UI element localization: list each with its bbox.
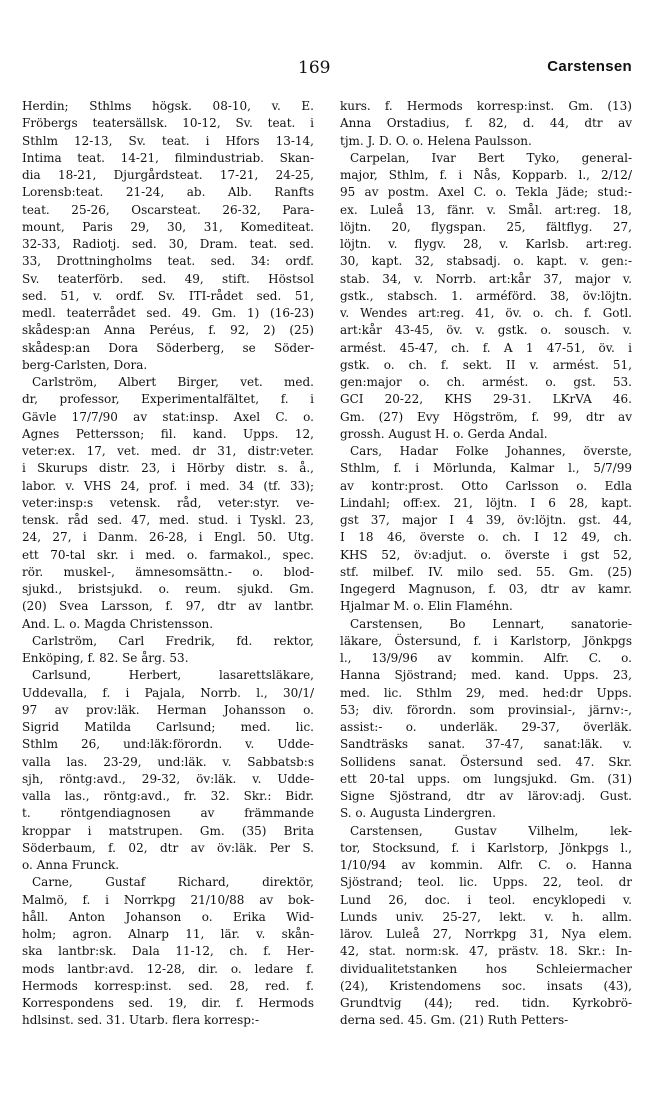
text-line: rör. muskel-, ämnesomsättn.- o. blod-	[22, 564, 314, 579]
text-line: holm; agron. Alnarp 11, lär. v. skån-	[22, 927, 314, 941]
text-line: gen:major o. ch. armést. o. gst. 53.	[340, 375, 632, 389]
text-line: 32-33, Radiotj. sed. 30, Dram. teat. sed.	[22, 237, 314, 251]
text-line: t. röntgendiagnosen av främmande	[22, 806, 314, 821]
entry-heading-line: Carstensen, Gustav Vilhelm, lek-	[350, 823, 632, 838]
text-line: Sjöstrand; teol. lic. Upps. 22, teol. dr	[340, 875, 632, 890]
text-line: mods lantbr:avd. 12-28, dir. o. ledare f.	[22, 961, 314, 976]
text-line: dr, professor, Experimentalfältet, f. i	[22, 392, 314, 407]
entry-heading-line: Cars, Hadar Folke Johannes, överste,	[350, 444, 632, 458]
text-line: major, Sthlm, f. i Nås, Kopparb. l., 2/12/	[340, 168, 632, 182]
text-line: Hanna Sjöstrand; med. kand. Upps. 23,	[340, 668, 632, 683]
text-line: Sthlm 12-13, Sv. teat. i Hfors 13-14,	[22, 133, 314, 148]
right-column	[340, 98, 632, 1030]
text-line: v. Wendes art:reg. 41, öv. o. ch. f. Gotl.	[340, 306, 632, 320]
text-line: veter:insp:s vetensk. råd, veter:styr. ve-	[22, 495, 314, 510]
page-header	[0, 58, 672, 82]
text-line: And. L. o. Magda Christensson.	[22, 616, 214, 631]
text-line: medl. teaterrådet sed. 49. Gm. 1) (16-23)	[22, 306, 314, 320]
text-line: derna sed. 45. Gm. (21) Ruth Petters-	[340, 1013, 569, 1028]
text-line: kroppar i matstrupen. Gm. (35) Brita	[22, 823, 314, 838]
text-line: teat. 25-26, Oscarsteat. 26-32, Para-	[22, 202, 314, 217]
text-line: Söderbaum, f. 02, dtr av öv:läk. Per S.	[22, 840, 314, 855]
entry-heading-line: Carne, Gustaf Richard, direktör,	[32, 875, 314, 890]
text-line: Gm. (27) Evy Högström, f. 99, dtr av	[340, 409, 632, 424]
text-line: med. lic. Sthlm 29, med. hed:dr Upps.	[340, 685, 632, 700]
text-line: ett 20-tal upps. om lungsjukd. Gm. (31)	[340, 771, 632, 786]
text-line: Sigrid Matilda Carlsund; med. lic.	[22, 720, 314, 734]
text-line: Ingegerd Magnuson, f. 03, dtr av kamr.	[340, 582, 632, 596]
text-line: armést. 45-47, ch. f. A 1 47-51, öv. i	[340, 340, 632, 355]
text-line: Agnes Pettersson; fil. kand. Upps. 12,	[22, 426, 314, 441]
text-line: assist:- o. underläk. 29-37, överläk.	[340, 720, 632, 734]
text-line: o. Anna Frunck.	[22, 858, 120, 872]
text-line: Anna Orstadius, f. 82, d. 44, dtr av	[340, 116, 632, 131]
text-line: Enköping, f. 82. Se årg. 53.	[22, 651, 189, 665]
text-line: Signe Sjöstrand, dtr av lärov:adj. Gust.	[340, 789, 632, 803]
text-line: art:kår 43-45, öv. v. gstk. o. sousch. v.	[340, 323, 632, 338]
text-line: Grundtvig (44); red. tidn. Kyrkobrö-	[340, 996, 632, 1010]
text-line: sjukd., bristsjukd. o. reum. sjukd. Gm.	[22, 582, 314, 596]
text-line: dia 18-21, Djurgårdsteat. 17-21, 24-25,	[22, 168, 314, 182]
text-line: skådesp:an Dora Söderberg, se Söder-	[22, 340, 314, 355]
text-line: löjtn. v. flygv. 28, v. Karlsb. art:reg.	[340, 237, 632, 251]
text-line: S. o. Augusta Lindergren.	[340, 806, 496, 821]
text-line: Hermods korresp:inst. sed. 28, red. f.	[22, 978, 314, 993]
running-head: Carstensen	[547, 58, 632, 75]
entry-heading-line: Carlström, Carl Fredrik, fd. rektor,	[32, 633, 314, 648]
text-line: 95 av postm. Axel C. o. Tekla Jäde; stud:-	[340, 185, 632, 200]
text-line: 42, stat. norm:sk. 47, prästv. 18. Skr.: In-	[340, 944, 632, 959]
text-line: l., 13/9/96 av kommin. Alfr. C. o.	[340, 651, 632, 665]
text-line: 53; div. förordn. som provinsial-, järnv:-,	[340, 702, 632, 717]
text-line: mount, Paris 29, 30, 31, Komediteat.	[22, 219, 314, 234]
text-line: tensk. råd sed. 47, med. stud. i Tyskl. 23,	[22, 513, 314, 527]
text-line: valla las. 23-29, und:läk. v. Sabbatsb:s	[22, 754, 314, 769]
text-line: (24), Kristendomens soc. insats (43),	[340, 978, 632, 993]
text-line: ska lantbr:sk. Dala 11-12, ch. f. Her-	[22, 944, 314, 959]
text-line: Malmö, f. i Norrkpg 21/10/88 av bok-	[22, 892, 314, 907]
text-line: Lorensb:teat. 21-24, ab. Alb. Ranfts	[22, 185, 314, 200]
text-line: lärov. Luleå 27, Norrkpg 31, Nya elem.	[340, 927, 632, 941]
text-line: skådesp:an Anna Peréus, f. 92, 2) (25)	[22, 323, 314, 338]
entry-heading-line: Carlström, Albert Birger, vet. med.	[32, 375, 314, 389]
text-line: I 18 46, överste o. ch. I 12 49, ch.	[340, 530, 632, 545]
text-line: Lunds univ. 25-27, lekt. v. h. allm.	[340, 909, 632, 924]
text-line: gstk., stabsch. 1. arméförd. 38, öv:löjtn.	[340, 288, 632, 303]
text-line: läkare, Östersund, f. i Karlstorp, Jönkpgs	[340, 633, 632, 648]
text-line: 24, 27, i Danm. 26-28, i Engl. 50. Utg.	[22, 530, 314, 545]
text-line: Uddevalla, f. i Pajala, Norrb. l., 30/1/	[22, 685, 314, 700]
text-line: stab. 34, v. Norrb. art:kår 37, major v.	[340, 271, 632, 286]
text-line: Fröbergs teatersällsk. 10-12, Sv. teat. i	[22, 116, 314, 131]
text-line: Hjalmar M. o. Elin Flaméhn.	[340, 599, 513, 614]
text-line: löjtn. 20, flygspan. 25, fältflyg. 27,	[340, 219, 632, 234]
text-line: tor, Stocksund, f. i Karlstorp, Jönkpgs l.,	[340, 840, 632, 855]
text-line: av kontr:prost. Otto Carlsson o. Edla	[340, 478, 632, 493]
entry-heading-line: Carlsund, Herbert, lasarettsläkare,	[32, 668, 314, 683]
text-line: sjh, röntg:avd., 29-32, öv:läk. v. Udde-	[22, 771, 314, 786]
text-line: GCI 20-22, KHS 29-31. LKrVA 46.	[340, 392, 632, 407]
entry-heading-line: Carpelan, Ivar Bert Tyko, general-	[350, 150, 632, 165]
text-line: Lund 26, doc. i teol. encyklopedi v.	[340, 892, 632, 907]
text-line: hdlsinst. sed. 31. Utarb. flera korresp:-	[22, 1013, 260, 1028]
text-line: berg-Carlsten, Dora.	[22, 357, 148, 372]
text-line: 33, Drottningholms teat. sed. 34: ordf.	[22, 254, 314, 269]
text-line: kurs. f. Hermods korresp:inst. Gm. (13)	[340, 99, 632, 113]
text-line: gst 37, major I 4 39, öv:löjtn. gst. 44,	[340, 513, 632, 527]
text-line: grossh. August H. o. Gerda Andal.	[340, 426, 548, 441]
text-line: Sthlm, f. i Mörlunda, Kalmar l., 5/7/99	[340, 461, 632, 476]
entry-heading-line: Carstensen, Bo Lennart, sanatorie-	[350, 616, 632, 631]
text-line: i Skurups distr. 23, i Hörby distr. s. å.,	[22, 461, 314, 476]
text-line: Lindahl; off:ex. 21, löjtn. I 6 28, kapt.	[340, 495, 632, 510]
text-line: valla las., röntg:avd., fr. 32. Skr.: Bidr.	[22, 789, 314, 803]
text-line: ett 70-tal skr. i med. o. farmakol., spec.	[22, 547, 314, 562]
text-line: Sollidens sanat. Östersund sed. 47. Skr.	[340, 754, 632, 769]
text-line: Herdin; Sthlms högsk. 08-10, v. E.	[22, 99, 314, 113]
text-line: Gävle 17/7/90 av stat:insp. Axel C. o.	[22, 409, 314, 424]
text-line: Sthlm 26, und:läk:förordn. v. Udde-	[22, 737, 314, 752]
page-number: 169	[298, 58, 331, 78]
text-line: gstk. o. ch. f. sekt. II v. armést. 51,	[340, 357, 632, 372]
text-line: Sv. teaterförb. sed. 49, stift. Höstsol	[22, 271, 314, 286]
text-line: dividualitetstanken hos Schleiermacher	[340, 961, 632, 976]
text-line: veter:ex. 17, vet. med. dr 31, distr:veter.	[22, 444, 314, 458]
text-line: stf. milbef. IV. milo sed. 55. Gm. (25)	[340, 564, 632, 579]
text-line: KHS 52, öv:adjut. o. överste i gst 52,	[340, 547, 632, 562]
text-line: tjm. J. D. O. o. Helena Paulsson.	[340, 133, 532, 148]
text-line: (20) Svea Larsson, f. 97, dtr av lantbr.	[22, 599, 314, 614]
text-line: labor. v. VHS 24, prof. i med. 34 (tf. 33);	[22, 478, 314, 493]
text-line: håll. Anton Johanson o. Erika Wid-	[22, 909, 314, 924]
text-line: sed. 51, v. ordf. Sv. ITI-rådet sed. 51,	[22, 288, 314, 303]
left-column	[22, 98, 314, 1030]
text-line: Korrespondens sed. 19, dir. f. Hermods	[22, 996, 314, 1010]
text-line: ex. Luleå 13, fänr. v. Smål. art:reg. 18,	[340, 202, 632, 217]
text-line: Sandträsks sanat. 37-47, sanat:läk. v.	[340, 737, 632, 752]
text-line: 1/10/94 av kommin. Alfr. C. o. Hanna	[340, 858, 632, 872]
text-line: 97 av prov:läk. Herman Johansson o.	[22, 702, 314, 717]
text-line: Intima teat. 14-21, filmindustriab. Skan-	[22, 150, 314, 165]
text-line: 30, kapt. 32, stabsadj. o. kapt. v. gen:-	[340, 254, 632, 269]
